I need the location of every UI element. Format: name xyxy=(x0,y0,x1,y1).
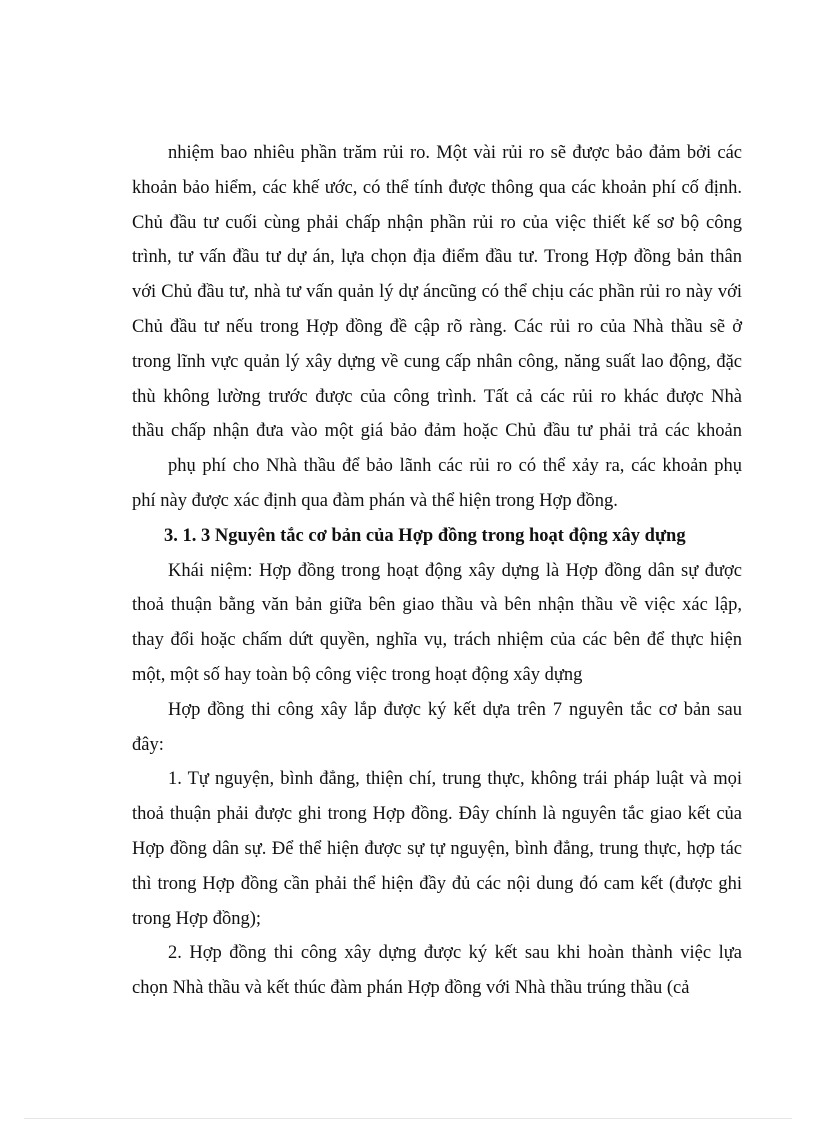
text-line: trình, tư vấn đầu tư dự án, lựa chọn địa điểm đầu tư. Trong Hợp đồng bản thân xyxy=(132,247,742,268)
paragraph-principles-intro xyxy=(132,693,742,763)
text-line: 2. Hợp đồng thi công xây dựng được ký kết sau khi hoàn thành việc lựa xyxy=(168,943,742,964)
text-line: thì trong Hợp đồng cần phải thể hiện đầy đủ các nội dung đó cam kết (được ghi xyxy=(132,873,742,894)
text-line: trong Hợp đồng); xyxy=(132,908,261,929)
text-line: 1. Tự nguyện, bình đẳng, thiện chí, trung thực, không trái pháp luật và mọi xyxy=(168,769,742,790)
text-line: Chủ đầu tư nếu trong Hợp đồng đề cập rõ ràng. Các rủi ro của Nhà thầu sẽ ở xyxy=(132,316,742,337)
text-line: thoả thuận phải được ghi trong Hợp đồng. Đây chính là nguyên tắc giao kết của xyxy=(132,804,742,825)
text-line: phụ phí cho Nhà thầu để bảo lãnh các rủi ro có thể xảy ra, các khoản phụ xyxy=(168,456,742,477)
text-line: phí này được xác định qua đàm phán và thể hiện trong Hợp đồng. xyxy=(132,490,618,511)
text-line: với Chủ đầu tư, nhà tư vấn quản lý dự áncũng có thể chịu các phần rủi ro này với xyxy=(132,282,742,303)
paragraph-principle-2 xyxy=(132,936,742,1006)
text-line: đây: xyxy=(132,734,164,755)
text-line: Chủ đầu tư cuối cùng phải chấp nhận phần rủi ro của việc thiết kế sơ bộ công xyxy=(132,212,742,233)
body-text xyxy=(132,136,742,1006)
paragraph-principle-1 xyxy=(132,762,742,936)
text-line: Hợp đồng dân sự. Để thể hiện được sự tự nguyện, bình đẳng, trung thực, hợp tác xyxy=(132,838,742,859)
heading-text: 3. 1. 3 Nguyên tắc cơ bản của Hợp đồng trong hoạt động xây dựng xyxy=(164,525,686,546)
section-heading xyxy=(132,519,742,554)
page-bottom-divider xyxy=(24,1118,792,1119)
text-line: nhiệm bao nhiêu phần trăm rủi ro. Một vài rủi ro sẽ được bảo đảm bởi các xyxy=(168,143,742,163)
text-line: trong lĩnh vực quản lý xây dựng về cung cấp nhân công, năng suất lao động, đặc xyxy=(132,351,742,372)
text-line: Khái niệm: Hợp đồng trong hoạt động xây dựng là Hợp đồng dân sự được xyxy=(168,560,742,581)
text-line: thay đổi hoặc chấm dứt quyền, nghĩa vụ, trách nhiệm của các bên để thực hiện xyxy=(132,630,742,651)
text-line: thoả thuận bằng văn bản giữa bên giao thầu và bên nhận thầu về việc xác lập, xyxy=(132,595,742,616)
text-line: một, một số hay toàn bộ công việc trong hoạt động xây dựng xyxy=(132,664,583,685)
paragraph-definition xyxy=(132,554,742,693)
text-line: Hợp đồng thi công xây lắp được ký kết dựa trên 7 nguyên tắc cơ bản sau xyxy=(168,699,742,720)
text-line: thù không lường trước được của công trình. Tất cả các rủi ro khác được Nhà xyxy=(132,386,742,407)
text-line: khoản bảo hiểm, các khế ước, có thể tính được thông qua các khoản phí cố định. xyxy=(132,177,742,198)
paragraph-risk-allocation xyxy=(132,136,742,519)
text-line: chọn Nhà thầu và kết thúc đàm phán Hợp đồng với Nhà thầu trúng thầu (cả xyxy=(132,978,690,999)
text-line: thầu chấp nhận đưa vào một giá bảo đảm hoặc Chủ đầu tư phải trả các khoản xyxy=(132,421,742,442)
